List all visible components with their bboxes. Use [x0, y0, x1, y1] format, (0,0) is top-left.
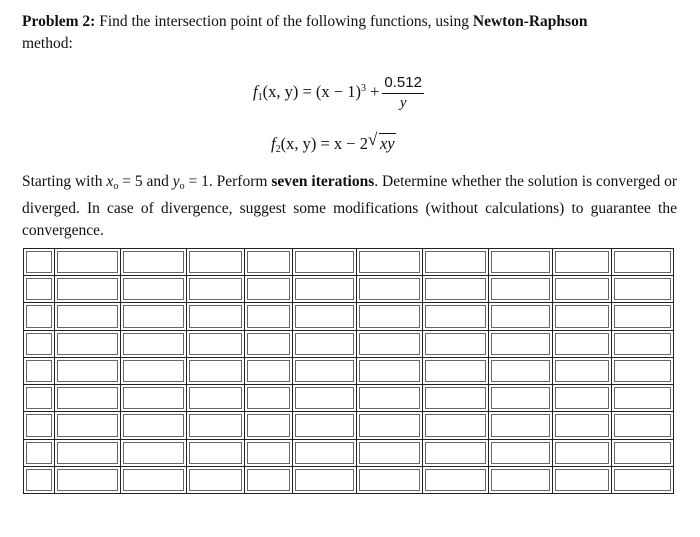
table-cell[interactable]: [292, 330, 356, 357]
table-cell[interactable]: [245, 249, 293, 276]
table-cell[interactable]: [356, 357, 422, 384]
answer-table: [23, 248, 674, 494]
table-cell[interactable]: [187, 439, 245, 466]
table-cell[interactable]: [488, 385, 552, 412]
table-cell[interactable]: [553, 412, 612, 439]
iterations-emphasis: seven iterations: [271, 173, 375, 190]
table-row: [24, 466, 674, 493]
table-cell[interactable]: [422, 330, 488, 357]
table-cell[interactable]: [422, 303, 488, 330]
table-cell[interactable]: [611, 466, 673, 493]
table-cell[interactable]: [187, 276, 245, 303]
table-cell[interactable]: [292, 466, 356, 493]
table-cell[interactable]: [553, 357, 612, 384]
table-cell[interactable]: [488, 466, 552, 493]
table-cell[interactable]: [292, 276, 356, 303]
table-cell[interactable]: [55, 276, 121, 303]
table-cell[interactable]: [488, 276, 552, 303]
table-cell[interactable]: [245, 303, 293, 330]
table-row: [24, 357, 674, 384]
table-cell[interactable]: [611, 330, 673, 357]
table-cell[interactable]: [245, 357, 293, 384]
table-cell[interactable]: [553, 303, 612, 330]
table-cell[interactable]: [55, 330, 121, 357]
table-cell[interactable]: [24, 276, 55, 303]
table-cell[interactable]: [245, 385, 293, 412]
table-cell[interactable]: [356, 439, 422, 466]
table-cell[interactable]: [356, 466, 422, 493]
table-cell[interactable]: [488, 357, 552, 384]
table-cell[interactable]: [422, 466, 488, 493]
table-row: [24, 439, 674, 466]
problem-intro-end: method:: [22, 35, 73, 52]
table-cell[interactable]: [422, 249, 488, 276]
table-cell[interactable]: [553, 330, 612, 357]
table-cell[interactable]: [356, 249, 422, 276]
table-cell[interactable]: [24, 249, 55, 276]
table-cell[interactable]: [121, 249, 187, 276]
problem-intro: Find the intersection point of the following functions, using: [99, 13, 470, 30]
table-cell[interactable]: [245, 466, 293, 493]
table-cell[interactable]: [121, 303, 187, 330]
table-cell[interactable]: [24, 412, 55, 439]
table-cell[interactable]: [187, 412, 245, 439]
table-cell[interactable]: [292, 412, 356, 439]
table-cell[interactable]: [55, 303, 121, 330]
table-cell[interactable]: [24, 330, 55, 357]
table-cell[interactable]: [356, 276, 422, 303]
square-root: √ xy: [367, 130, 395, 153]
table-cell[interactable]: [356, 385, 422, 412]
table-cell[interactable]: [55, 385, 121, 412]
table-cell[interactable]: [356, 330, 422, 357]
table-cell[interactable]: [488, 412, 552, 439]
table-cell[interactable]: [422, 385, 488, 412]
table-cell[interactable]: [121, 412, 187, 439]
table-cell[interactable]: [245, 276, 293, 303]
table-row: [24, 276, 674, 303]
table-cell[interactable]: [611, 249, 673, 276]
table-cell[interactable]: [292, 303, 356, 330]
table-cell[interactable]: [187, 357, 245, 384]
table-cell[interactable]: [553, 249, 612, 276]
table-cell[interactable]: [488, 303, 552, 330]
equation-f2: $f_2(x$, y) = x − 2 √ xy: [271, 130, 395, 155]
table-cell[interactable]: [245, 412, 293, 439]
table-cell[interactable]: [611, 303, 673, 330]
table-row: [24, 249, 674, 276]
table-cell[interactable]: [356, 303, 422, 330]
table-cell[interactable]: [55, 439, 121, 466]
table-cell[interactable]: [24, 357, 55, 384]
table-cell[interactable]: [187, 466, 245, 493]
table-cell[interactable]: [488, 330, 552, 357]
table-cell[interactable]: [292, 357, 356, 384]
table-cell[interactable]: [611, 439, 673, 466]
table-cell[interactable]: [611, 276, 673, 303]
table-cell[interactable]: [422, 276, 488, 303]
table-cell[interactable]: [24, 439, 55, 466]
table-cell[interactable]: [121, 439, 187, 466]
table-cell[interactable]: [187, 303, 245, 330]
table-cell[interactable]: [488, 249, 552, 276]
table-cell[interactable]: [611, 357, 673, 384]
method-name: Newton-Raphson: [472, 13, 588, 30]
table-cell[interactable]: [245, 439, 293, 466]
table-cell[interactable]: [611, 385, 673, 412]
table-cell[interactable]: [553, 276, 612, 303]
table-cell[interactable]: [55, 412, 121, 439]
table-row: [24, 303, 674, 330]
table-cell[interactable]: [292, 249, 356, 276]
fraction: $\frac{0.512}{y}$: [384, 74, 422, 111]
table-cell[interactable]: [187, 385, 245, 412]
instructions: Starting with $x_o = 5$ and $y_o = 1$. Perform seven iterations. Determine whether the solution is converged or diverged. In case of divergence, suggest some modifications (without calculations) to guarantee the convergence.: [22, 173, 678, 239]
table-cell[interactable]: [121, 385, 187, 412]
table-cell[interactable]: [488, 439, 552, 466]
equation-f1: $f_1(x$, $y) = (x - 1)^3$ + $\frac{0.512}{y}$: [253, 74, 422, 111]
table-cell[interactable]: [121, 276, 187, 303]
table-cell[interactable]: [422, 412, 488, 439]
problem-heading: Problem 2:: [22, 13, 96, 30]
table-cell[interactable]: [245, 330, 293, 357]
table-cell[interactable]: [611, 412, 673, 439]
table-cell[interactable]: [356, 412, 422, 439]
table-cell[interactable]: [422, 439, 488, 466]
table-cell[interactable]: [121, 466, 187, 493]
table-cell[interactable]: [24, 303, 55, 330]
table-cell[interactable]: [55, 466, 121, 493]
table-cell[interactable]: [24, 466, 55, 493]
table-cell[interactable]: [422, 357, 488, 384]
table-cell[interactable]: [55, 357, 121, 384]
table-row: [24, 385, 674, 412]
problem-statement: [22, 11, 677, 55]
table-row: [24, 412, 674, 439]
table-cell[interactable]: [553, 385, 612, 412]
table-cell[interactable]: [121, 330, 187, 357]
table-cell[interactable]: [553, 439, 612, 466]
table-cell[interactable]: [121, 357, 187, 384]
table-cell[interactable]: [292, 439, 356, 466]
table-cell[interactable]: [24, 385, 55, 412]
table-cell[interactable]: [187, 249, 245, 276]
table-cell[interactable]: [187, 330, 245, 357]
table-row: [24, 330, 674, 357]
table-cell[interactable]: [553, 466, 612, 493]
table-cell[interactable]: [55, 249, 121, 276]
table-cell[interactable]: [292, 385, 356, 412]
